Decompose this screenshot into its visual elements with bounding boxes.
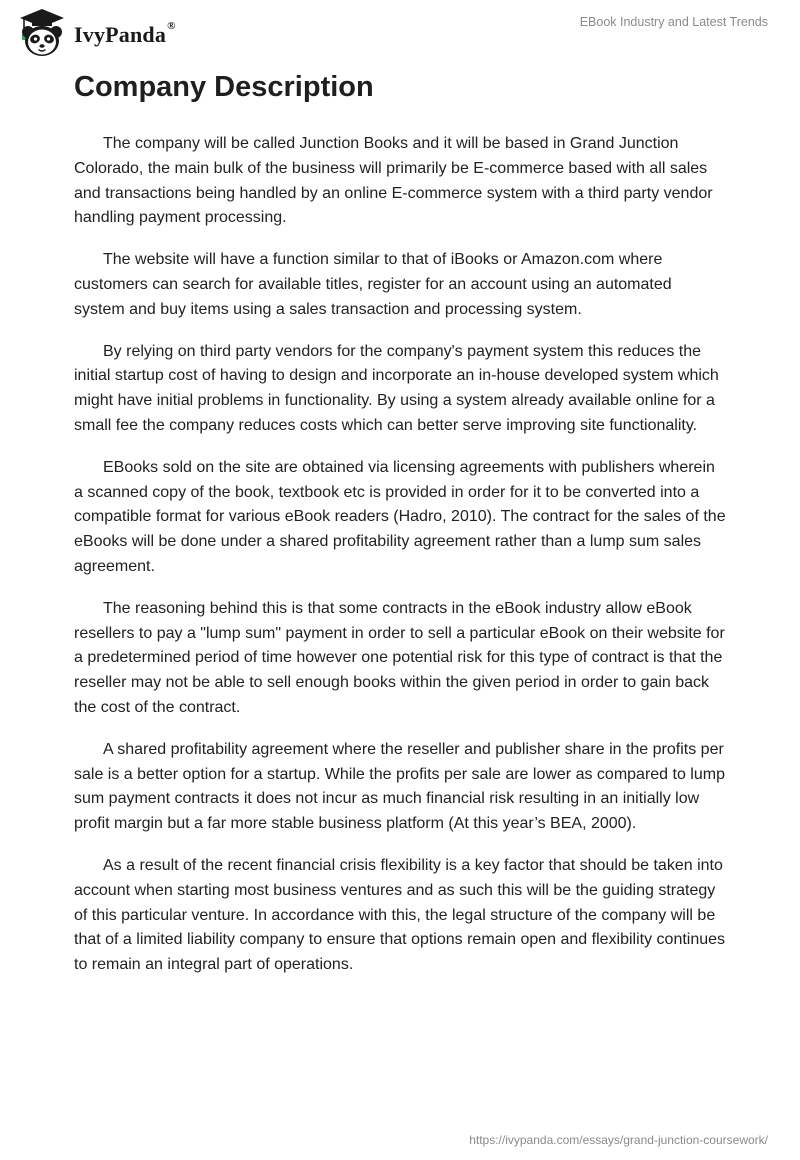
paragraph-3: By relying on third party vendors for the company's payment system this reduces the initial startup cost of having to design and incorporate an in-house developed system which might have initial problems in functionality. By using a system already available online for a small fee the company reduces costs which can better serve improving site functionality. [74, 342, 719, 434]
paragraph-7: As a result of the recent financial crisis flexibility is a key factor that should be taken into account when starting most business ventures and as such this will be the guiding strategy of this particular venture. In accordance with this, the legal structure of the company will be that of a limited liability company to ensure that options remain open and flexibility continues to remain an integral part of operations. [74, 856, 726, 974]
source-url-link[interactable]: https://ivypanda.com/essays/grand-junction-coursework/ [469, 1133, 768, 1147]
paragraph-2: The website will have a function similar to that of iBooks or Amazon.com where customers can search for available titles, register for an account using an automated system and buy items using a sales transaction and processing system. [74, 251, 672, 318]
brand-name: IvyPanda® [74, 20, 176, 47]
section-heading: Company Description [74, 71, 374, 103]
paragraph-5: The reasoning behind this is that some contracts in the eBook industry allow eBook resellers to pay a "lump sum" payment in order to sell a particular eBook on their website for a predetermined period of time however one potential risk for this type of contract is that the reseller may not be able to sell enough books within the given period in order to gain back the cost of the contract. [74, 599, 725, 716]
paragraph-4: EBooks sold on the site are obtained via licensing agreements with publishers wherein a scanned copy of the book, textbook etc is provided in order for it to be converted into a compatible format for various eBook readers (Hadro, 2010). The contract for the sales of the eBooks will be done under a shared profitability agreement rather than a lump sum sales agreement. [74, 458, 726, 575]
essay-body [74, 132, 726, 995]
panda-graduate-icon [14, 7, 70, 59]
document-title: EBook Industry and Latest Trends [579, 15, 768, 29]
paragraph-1: The company will be called Junction Books and it will be based in Grand Junction Colorado, the main bulk of the business will primarily be E-commerce based with all sales and transactions being handled by an online E-commerce system with a third party vendor handling payment processing. [74, 135, 713, 227]
paragraph-6: A shared profitability agreement where the reseller and publisher share in the profits per sale is a better option for a startup. While the profits per sale are lower as compared to lump sum payment contracts it does not incur as much financial risk resulting in an initially low profit margin but a far more stable business platform (At this year’s BEA, 2000). [74, 740, 725, 833]
site-logo[interactable] [14, 7, 176, 59]
